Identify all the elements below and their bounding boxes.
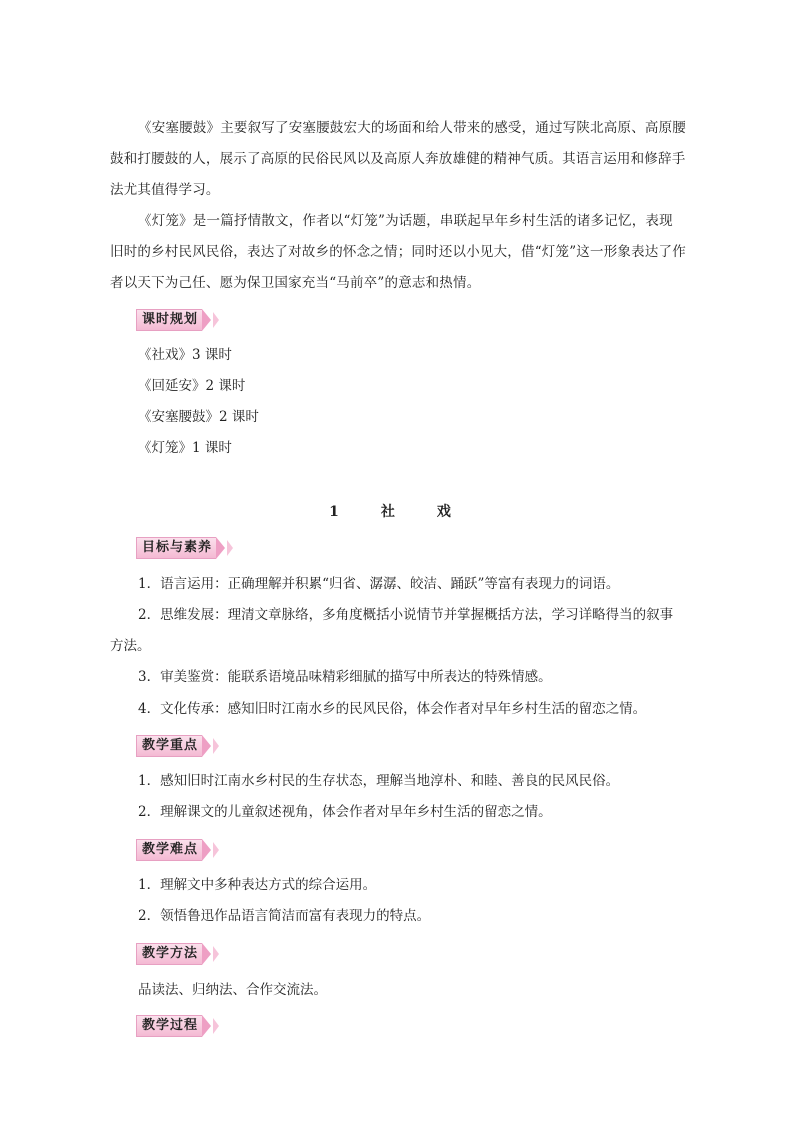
goal-item: 4．文化传承：感知旧时江南水乡的民风民俗，体会作者对早年乡村生活的留恋之情。: [138, 701, 647, 717]
goal-item: 3．审美鉴赏：能联系语境品味精彩细腻的描写中所表达的特殊情感。: [138, 669, 552, 685]
chevron-right-icon: [202, 839, 211, 861]
section-badge-schedule: [136, 309, 219, 331]
chevron-right-icon: [216, 537, 225, 559]
section-heading-goals: 目标与素养: [136, 537, 216, 559]
section-badge-goals: [136, 537, 233, 559]
section-badge-key-points: [136, 735, 219, 757]
chevron-right-icon: [202, 309, 211, 331]
section-heading-difficulties: 教学难点: [136, 839, 202, 861]
goal-item: 2．思维发展：理清文章脉络，多角度概括小说情节并掌握概括方法，学习详略得当的叙事方法。: [110, 607, 674, 654]
chevron-right-icon: [213, 842, 219, 858]
section-heading-key-points: 教学重点: [136, 735, 202, 757]
intro-paragraph-denglong: 《灯笼》是一篇抒情散文，作者以“灯笼”为话题，串联起早年乡村生活的诸多记忆，表现旧时的乡村民风民俗，表达了对故乡的怀念之情；同时还以小见大，借“灯笼”这一形象表达了作者以天下为己任、愿为保卫国家充当“马前卒”的意志和热情。: [110, 213, 686, 291]
key-point-item: 1．感知旧时江南水乡村民的生存状态，理解当地淳朴、和睦、善良的民风民俗。: [138, 773, 620, 789]
difficulty-item: 1．理解文中多种表达方式的综合运用。: [138, 877, 377, 893]
difficulty-item: 2．领悟鲁迅作品语言简洁而富有表现力的特点。: [138, 908, 431, 924]
chevron-right-icon: [202, 943, 211, 965]
schedule-item: 《安塞腰鼓》2 课时: [138, 409, 259, 425]
section-heading-process: 教学过程: [136, 1015, 202, 1037]
chevron-right-icon: [213, 946, 219, 962]
schedule-item: 《灯笼》1 课时: [138, 440, 232, 456]
key-point-item: 2．理解课文的儿童叙述视角，体会作者对早年乡村生活的留恋之情。: [138, 804, 552, 820]
section-heading-schedule: 课时规划: [136, 309, 202, 331]
schedule-item: 《社戏》3 课时: [138, 347, 232, 363]
chevron-right-icon: [227, 540, 233, 556]
section-badge-process: [136, 1015, 219, 1037]
lesson-title: 1 社 戏: [329, 504, 465, 520]
chevron-right-icon: [213, 312, 219, 328]
intro-paragraph-ansai: 《安塞腰鼓》主要叙写了安塞腰鼓宏大的场面和给人带来的感受，通过写陕北高原、高原腰鼓和打腰鼓的人，展示了高原的民俗民风以及高原人奔放雄健的精神气质。其语言运用和修辞手法尤其值得学习。: [110, 120, 686, 198]
chevron-right-icon: [202, 1015, 211, 1037]
chevron-right-icon: [213, 1018, 219, 1034]
section-badge-methods: [136, 943, 219, 965]
methods-text: 品读法、归纳法、合作交流法。: [138, 982, 327, 998]
chevron-right-icon: [213, 738, 219, 754]
goal-item: 1．语言运用：正确理解并积累“归省、潺潺、皎洁、踊跃”等富有表现力的词语。: [138, 576, 620, 592]
section-badge-difficulties: [136, 839, 219, 861]
chevron-right-icon: [202, 735, 211, 757]
schedule-item: 《回延安》2 课时: [138, 378, 246, 394]
section-heading-methods: 教学方法: [136, 943, 202, 965]
